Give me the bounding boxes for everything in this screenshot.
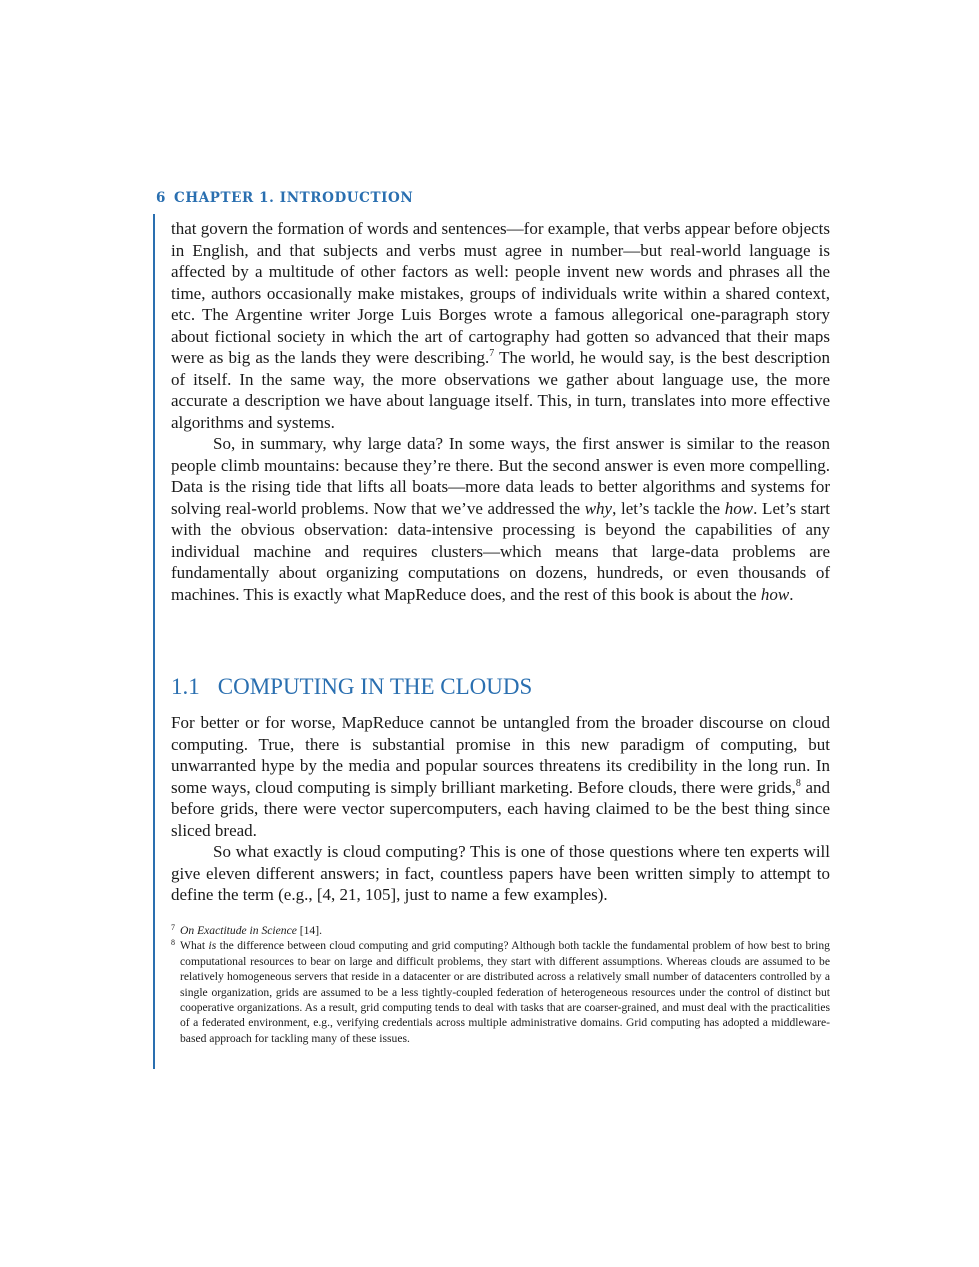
footnote-mark: 7	[171, 923, 175, 932]
paragraph	[171, 433, 830, 605]
emphasis: how	[724, 498, 754, 518]
paragraph	[171, 712, 830, 841]
footnote-ref-8[interactable]: 8	[795, 777, 801, 789]
intro-body	[171, 218, 830, 605]
text-run: What	[180, 939, 209, 953]
text-run: So, in summary, why large data? In some ways, the first answer is similar to the reason people climb mountains: because they’re there. But the second answer is even more compelling. Data is the rising tide that lifts all boats—more data leads to better algorithms and systems for solving real-world problems. Now that we’ve addressed the	[171, 434, 830, 518]
text-run: The world, he would say, is the best description of itself. In the same way, the more observations we gather about language use, the more accurate a description we have about language itself. This, in turn, translates into more effective algorithms and systems.	[171, 348, 830, 432]
footnote-8	[171, 938, 830, 1046]
page-number: 6	[156, 190, 166, 206]
section-number: 1.1	[171, 674, 200, 699]
chapter-title: CHAPTER 1. INTRODUCTION	[174, 190, 414, 206]
text-run: the difference between cloud computing and grid computing? Although both tackle the fundamental problem of how best to bring computational resources to bear on large and difficult problems, they start with different assumptions. Whereas clouds are assumed to be relatively homogeneous servers that reside in a datacenter or are distributed across a relatively small number of datacenters controlled by a single organization, grids are assumed to be a less tightly-coupled federation of heterogeneous resources under the control of distinct but cooperative organizations. As a result, grid computing tends to deal with tasks that are coarser-grained, and must deal with the practicalities of a federated environment, e.g., verifying credentials across multiple administrative domains. Grid computing has adopted a middleware-based approach for tackling many of these issues.	[180, 939, 830, 1045]
paragraph	[171, 218, 830, 433]
footnote-mark: 8	[171, 938, 175, 948]
text-run: For better or for worse, MapReduce cannot be untangled from the broader discourse on cloud computing. True, there is substantial promise in this new paradigm of computing, but unwarranted hype by the media and popular sources threatens its credibility in the long run. In some ways, cloud computing is simply brilliant marketing. Before clouds, there were grids,	[171, 713, 830, 797]
paragraph: So what exactly is cloud computing? This is one of those questions where ten experts will give eleven different answers; in fact, countless papers have been written simply to attempt to define the term (e.g., [4, 21, 105], just to name a few examples).	[171, 842, 830, 904]
emphasis: is	[208, 939, 217, 953]
footnote-7	[171, 923, 830, 938]
section-title: COMPUTING IN THE CLOUDS	[217, 674, 533, 699]
margin-rule	[153, 214, 155, 1069]
emphasis: how	[760, 584, 790, 604]
running-header	[156, 190, 413, 206]
text-run: that govern the formation of words and sentences—for example, that verbs appear before objects in English, and that subjects and verbs must agree in number—but real-world language is affected by a multitude of other factors as well: people invent new words and phrases all the time, authors occasionally make mistakes, groups of individuals write within a shared context, etc. The Argentine writer Jorge Luis Borges wrote a famous allegorical one-paragraph story about fictional society in which the art of cartography had gotten so advanced that their maps were as big as the lands they were describing.	[171, 219, 830, 367]
text-run: . Let’s start with the obvious observation: data-intensive processing is beyond the capabilities of any individual machine and requires clusters—which means that large-data problems are fundamentally about organizing computations on dozens, hundreds, or even thousands of machines. This is exactly what MapReduce does, and the rest of this book is about the	[171, 498, 831, 604]
text-run: , let’s tackle the	[612, 498, 725, 518]
emphasis: why	[584, 498, 613, 518]
section-body	[171, 712, 830, 906]
section-heading	[171, 674, 532, 700]
footnotes	[171, 923, 830, 1046]
footnote-ref-7[interactable]: 7	[489, 348, 495, 359]
cited-title: On Exactitude in Science	[180, 924, 297, 937]
citation-ref[interactable]: [14].	[296, 924, 322, 937]
text-run: .	[789, 584, 794, 604]
text-run: and before grids, there were vector supercomputers, each having claimed to be the best thing since sliced bread.	[171, 777, 830, 840]
